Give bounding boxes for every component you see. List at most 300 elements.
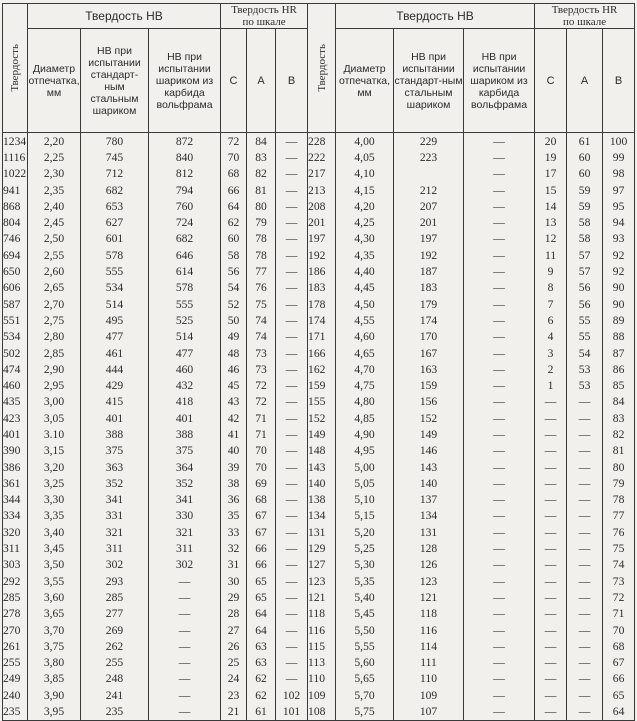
hr-b-cell-left: — [276,622,308,638]
hr-c-cell-left: 50 [221,312,247,328]
hr-a-cell-left: 66 [247,557,276,573]
scale-c-header-right: C [535,29,567,133]
hr-a-cell-left: 79 [247,214,276,230]
hb-steel-cell-right: 128 [394,540,464,556]
diameter-cell-right: 5,55 [336,638,394,654]
diameter-cell-left: 2,25 [28,149,81,165]
hr-c-cell-right: — [535,508,567,524]
hr-a-cell-left: 66 [247,540,276,556]
hb-carbide-cell-left: 388 [149,426,221,442]
hr-c-cell-left: 62 [221,214,247,230]
hardness-cell-right: 208 [308,198,336,214]
hr-b-cell-left: — [276,606,308,622]
hb-steel-cell-right: 212 [394,182,464,198]
hardness-cell-left: 303 [3,557,28,573]
hr-a-cell-left: 73 [247,345,276,361]
hr-a-cell-left: 81 [247,182,276,198]
hb-steel-cell-left: 495 [81,312,149,328]
hr-c-cell-right: — [535,492,567,508]
hr-a-cell-left: 72 [247,394,276,410]
hb-carbide-cell-right: — [464,638,535,654]
hardness-cell-left: 401 [3,426,28,442]
hb-carbide-cell-right: — [464,166,535,182]
hb-steel-cell-left: 578 [81,247,149,263]
hr-c-cell-right: — [535,426,567,442]
hr-a-cell-left: 70 [247,443,276,459]
hb-carbide-cell-right: — [464,247,535,263]
table-row [3,280,635,296]
diameter-cell-right: 4,10 [336,166,394,182]
hr-c-cell-right: — [535,655,567,671]
diameter-cell-left: 2,90 [28,361,81,377]
hb-carbide-cell-right: — [464,133,535,150]
hardness-cell-left: 1234 [3,133,28,150]
hb-steel-cell-right: 223 [394,149,464,165]
hardness-cell-right: 113 [308,655,336,671]
hr-a-cell-right: 57 [567,263,603,279]
diameter-cell-left: 2,35 [28,182,81,198]
hb-steel-header-right: HB при испытании стандарт-ным стальным шариком [394,29,464,133]
hr-a-cell-left: 71 [247,426,276,442]
hr-a-cell-right: 60 [567,149,603,165]
hb-carbide-cell-left: — [149,589,221,605]
hr-c-cell-right: — [535,622,567,638]
hb-carbide-cell-left: — [149,687,221,703]
hr-b-cell-right: 73 [603,573,635,589]
hr-b-cell-left: — [276,557,308,573]
hb-carbide-header-right: HB при испытании шариком из карбида вольфрама [464,29,535,133]
hr-a-cell-left: 69 [247,475,276,491]
hr-b-cell-left: — [276,394,308,410]
hardness-cell-left: 941 [3,182,28,198]
hb-steel-cell-left: 255 [81,655,149,671]
hr-b-cell-left: — [276,296,308,312]
hardness-cell-left: 435 [3,394,28,410]
table-body [3,133,635,721]
hardness-cell-right: 138 [308,492,336,508]
hb-carbide-cell-right: — [464,198,535,214]
hb-carbide-cell-right: — [464,443,535,459]
hr-c-cell-right: 19 [535,149,567,165]
hr-a-cell-left: 73 [247,361,276,377]
hr-b-cell-left: — [276,508,308,524]
table-row [3,703,635,720]
hr-b-cell-right: 97 [603,182,635,198]
hr-a-cell-right: 54 [567,345,603,361]
hb-steel-cell-right: 137 [394,492,464,508]
hardness-cell-left: 694 [3,247,28,263]
hr-b-cell-right: 94 [603,214,635,230]
table-row [3,671,635,687]
hr-a-cell-right: 58 [567,231,603,247]
hb-steel-cell-right: 118 [394,606,464,622]
hardness-cell-right: 174 [308,312,336,328]
hr-b-cell-right: 89 [603,312,635,328]
hr-c-cell-right: — [535,687,567,703]
hr-a-cell-left: 61 [247,703,276,720]
diameter-cell-right: 5,50 [336,622,394,638]
hr-c-cell-left: 25 [221,655,247,671]
table-row [3,345,635,361]
hr-c-cell-left: 35 [221,508,247,524]
hb-carbide-cell-right: — [464,214,535,230]
hb-carbide-cell-right: — [464,655,535,671]
hb-carbide-cell-left: 432 [149,377,221,393]
hr-c-cell-left: 40 [221,443,247,459]
hb-carbide-cell-left: 646 [149,247,221,263]
hr-b-cell-right: 92 [603,263,635,279]
hr-a-cell-right: — [567,573,603,589]
hb-carbide-cell-right: — [464,475,535,491]
hr-a-cell-left: 74 [247,312,276,328]
hr-c-cell-right: 8 [535,280,567,296]
diameter-cell-right: 4,30 [336,231,394,247]
hardness-cell-right: 197 [308,231,336,247]
hr-c-cell-right: 13 [535,214,567,230]
table-row [3,475,635,491]
table-row [3,622,635,638]
hr-a-cell-left: 74 [247,329,276,345]
hardness-cell-left: 235 [3,703,28,720]
hb-steel-cell-right: 121 [394,589,464,605]
hr-b-cell-left: — [276,492,308,508]
hr-c-cell-right: 6 [535,312,567,328]
hr-c-cell-right: 2 [535,361,567,377]
hr-a-cell-right: 55 [567,329,603,345]
hr-a-cell-left: 62 [247,687,276,703]
hr-a-cell-right: 57 [567,247,603,263]
hb-carbide-cell-right: — [464,263,535,279]
hr-b-cell-right: 80 [603,459,635,475]
hr-a-cell-right: 56 [567,280,603,296]
hb-steel-cell-right: 110 [394,671,464,687]
diameter-cell-left: 2,80 [28,329,81,345]
hr-c-cell-left: 68 [221,166,247,182]
diameter-cell-right: 5,35 [336,573,394,589]
table-row [3,606,635,622]
table-row [3,198,635,214]
hr-b-cell-left: — [276,247,308,263]
hr-c-cell-right: — [535,394,567,410]
hb-group-header-right: Твердость HB [336,4,535,29]
diameter-cell-right: 5,25 [336,540,394,556]
diameter-cell-left: 2,60 [28,263,81,279]
hardness-cell-right: 108 [308,703,336,720]
diameter-cell-right: 5,15 [336,508,394,524]
diameter-cell-left: 2,70 [28,296,81,312]
hb-steel-cell-right: 111 [394,655,464,671]
hb-carbide-cell-right: — [464,492,535,508]
hr-b-cell-left: — [276,231,308,247]
hr-a-cell-right: 60 [567,166,603,182]
hardness-cell-left: 240 [3,687,28,703]
hb-steel-cell-left: 388 [81,426,149,442]
hr-b-cell-left: — [276,198,308,214]
hr-a-cell-left: 83 [247,149,276,165]
hr-b-cell-right: 81 [603,443,635,459]
diameter-cell-left: 3.10 [28,426,81,442]
diameter-cell-left: 2,30 [28,166,81,182]
hr-a-cell-right: — [567,410,603,426]
hb-steel-cell-right: 170 [394,329,464,345]
hb-steel-cell-right: 197 [394,231,464,247]
hb-steel-cell-left: 780 [81,133,149,150]
hb-steel-cell-right: 201 [394,214,464,230]
hb-carbide-cell-left: 341 [149,492,221,508]
diameter-cell-right: 4,75 [336,377,394,393]
hardness-cell-left: 551 [3,312,28,328]
hb-carbide-cell-left: 364 [149,459,221,475]
hr-b-cell-left: — [276,312,308,328]
hb-steel-cell-right: 179 [394,296,464,312]
hb-steel-cell-right: 114 [394,638,464,654]
hr-b-cell-left: — [276,280,308,296]
hb-steel-cell-left: 269 [81,622,149,638]
diameter-cell-right: 4,40 [336,263,394,279]
hr-b-cell-right: 95 [603,198,635,214]
hardness-cell-left: 334 [3,508,28,524]
hb-carbide-cell-left: 321 [149,524,221,540]
diameter-cell-left: 3,70 [28,622,81,638]
hardness-cell-left: 746 [3,231,28,247]
hb-steel-cell-right: 123 [394,573,464,589]
hb-steel-cell-left: 401 [81,410,149,426]
hr-a-cell-right: — [567,443,603,459]
hb-carbide-cell-right: — [464,280,535,296]
hardness-cell-right: 109 [308,687,336,703]
hb-steel-cell-right: 143 [394,459,464,475]
hb-carbide-cell-left: 724 [149,214,221,230]
hr-c-cell-left: 64 [221,198,247,214]
hr-c-cell-left: 28 [221,606,247,622]
hardness-cell-right: 123 [308,573,336,589]
hr-c-cell-left: 39 [221,459,247,475]
hardness-cell-right: 183 [308,280,336,296]
hb-carbide-cell-right: — [464,573,535,589]
hardness-cell-left: 460 [3,377,28,393]
hr-a-cell-left: 70 [247,459,276,475]
table-row [3,426,635,442]
diameter-cell-right: 4,50 [336,296,394,312]
diameter-cell-left: 3,25 [28,475,81,491]
hr-c-cell-right: 15 [535,182,567,198]
hr-c-cell-right: 14 [535,198,567,214]
hardness-cell-left: 278 [3,606,28,622]
hr-c-cell-right: — [535,606,567,622]
hr-c-cell-right: 3 [535,345,567,361]
hardness-cell-left: 311 [3,540,28,556]
table-row [3,263,635,279]
table-row [3,573,635,589]
hb-steel-cell-left: 235 [81,703,149,720]
hb-steel-cell-left: 285 [81,589,149,605]
hardness-cell-right: 213 [308,182,336,198]
hb-steel-cell-left: 302 [81,557,149,573]
hb-steel-cell-right: 131 [394,524,464,540]
scale-a-header-right: A [567,29,603,133]
diameter-cell-right: 5,10 [336,492,394,508]
hr-c-cell-right: — [535,703,567,720]
hr-c-cell-right: 11 [535,247,567,263]
table-row [3,557,635,573]
hb-steel-cell-left: 293 [81,573,149,589]
hr-b-cell-right: 76 [603,524,635,540]
hr-a-cell-left: 82 [247,166,276,182]
hr-b-cell-right: 86 [603,361,635,377]
table-row [3,655,635,671]
table-row [3,687,635,703]
hardness-cell-left: 320 [3,524,28,540]
hr-c-cell-left: 56 [221,263,247,279]
hardness-cell-right: 162 [308,361,336,377]
diameter-cell-left: 3,85 [28,671,81,687]
hr-a-cell-left: 80 [247,198,276,214]
hr-a-cell-right: 56 [567,296,603,312]
hb-steel-cell-right: 163 [394,361,464,377]
hr-c-cell-left: 31 [221,557,247,573]
hb-steel-cell-left: 745 [81,149,149,165]
hardness-cell-right: 178 [308,296,336,312]
hr-c-cell-left: 32 [221,540,247,556]
hb-steel-cell-right: 156 [394,394,464,410]
hb-carbide-cell-left: 311 [149,540,221,556]
diameter-cell-left: 2,65 [28,280,81,296]
hr-a-cell-right: — [567,459,603,475]
hr-a-cell-left: 67 [247,524,276,540]
hr-a-cell-left: 72 [247,377,276,393]
hr-a-cell-right: — [567,508,603,524]
hr-b-cell-right: 85 [603,377,635,393]
hr-a-cell-right: — [567,557,603,573]
hb-steel-cell-left: 375 [81,443,149,459]
hb-carbide-cell-left: 794 [149,182,221,198]
table-row [3,133,635,150]
table-row [3,492,635,508]
hb-carbide-cell-left: 401 [149,410,221,426]
diameter-cell-left: 3,20 [28,459,81,475]
hb-carbide-cell-right: — [464,410,535,426]
hardness-cell-right: 118 [308,606,336,622]
diameter-cell-right: 5,05 [336,475,394,491]
hr-c-cell-right: — [535,410,567,426]
table-row [3,508,635,524]
hr-b-cell-left: — [276,573,308,589]
hb-steel-cell-left: 601 [81,231,149,247]
hb-steel-cell-left: 627 [81,214,149,230]
diameter-cell-left: 3,80 [28,655,81,671]
hr-a-cell-right: — [567,655,603,671]
hb-carbide-cell-left: 477 [149,345,221,361]
diameter-cell-left: 2,75 [28,312,81,328]
diameter-cell-left: 2,20 [28,133,81,150]
hr-a-cell-right: — [567,475,603,491]
hr-c-cell-left: 26 [221,638,247,654]
hardness-cell-right: 155 [308,394,336,410]
hb-steel-cell-left: 415 [81,394,149,410]
hb-steel-cell-left: 241 [81,687,149,703]
diameter-cell-left: 2,40 [28,198,81,214]
hardness-cell-right: 149 [308,426,336,442]
diameter-cell-right: 5,45 [336,606,394,622]
hb-steel-cell-left: 363 [81,459,149,475]
hr-c-cell-left: 24 [221,671,247,687]
table-row [3,377,635,393]
hr-a-cell-right: — [567,606,603,622]
hb-carbide-cell-right: — [464,345,535,361]
table-row [3,459,635,475]
hb-steel-cell-left: 429 [81,377,149,393]
hb-carbide-cell-right: — [464,426,535,442]
hr-b-cell-right: 65 [603,687,635,703]
hr-b-cell-right: 98 [603,166,635,182]
hr-c-cell-left: 33 [221,524,247,540]
diameter-header-left: Диаметр отпечатка, мм [28,29,81,133]
hr-a-cell-left: 78 [247,247,276,263]
table-row [3,361,635,377]
hr-b-cell-right: 74 [603,557,635,573]
hr-a-cell-left: 65 [247,573,276,589]
hb-carbide-cell-right: — [464,149,535,165]
hr-c-cell-right: 7 [535,296,567,312]
hr-b-cell-right: 83 [603,410,635,426]
hb-steel-cell-right: 174 [394,312,464,328]
hr-b-cell-left: 101 [276,703,308,720]
hb-steel-cell-left: 477 [81,329,149,345]
hardness-cell-right: 186 [308,263,336,279]
hr-b-cell-left: — [276,540,308,556]
hr-b-cell-right: 100 [603,133,635,150]
hardness-cell-right: 116 [308,622,336,638]
scale-b-header-left: B [276,29,308,133]
hb-steel-cell-right: 134 [394,508,464,524]
hb-steel-header-left: HB при испытании стандарт-ным стальным шариком [81,29,149,133]
hb-carbide-cell-left: 614 [149,263,221,279]
diameter-cell-left: 3,45 [28,540,81,556]
hr-b-cell-right: 90 [603,280,635,296]
hardness-cell-left: 261 [3,638,28,654]
hr-c-cell-left: 45 [221,377,247,393]
scale-a-header-left: A [247,29,276,133]
hb-carbide-cell-left: 418 [149,394,221,410]
hb-steel-cell-left: 341 [81,492,149,508]
hr-b-cell-left: 102 [276,687,308,703]
diameter-cell-right: 5,40 [336,589,394,605]
table-row [3,312,635,328]
hb-steel-cell-right: 152 [394,410,464,426]
hb-steel-cell-right: 192 [394,247,464,263]
hr-c-cell-right: — [535,638,567,654]
hb-steel-cell-left: 712 [81,166,149,182]
hr-a-cell-left: 63 [247,655,276,671]
hb-carbide-cell-right: — [464,622,535,638]
diameter-cell-right: 4,45 [336,280,394,296]
hardness-cell-right: 159 [308,377,336,393]
hb-carbide-cell-left: — [149,655,221,671]
hb-steel-cell-left: 352 [81,475,149,491]
hr-a-cell-right: — [567,540,603,556]
diameter-cell-right: 5,70 [336,687,394,703]
hb-steel-cell-left: 277 [81,606,149,622]
hr-c-cell-left: 43 [221,394,247,410]
table-row [3,149,635,165]
diameter-cell-right: 5,65 [336,671,394,687]
hr-a-cell-right: 59 [567,182,603,198]
hb-group-header-left: Твердость HB [28,4,221,29]
diameter-cell-right: 4,95 [336,443,394,459]
hardness-cell-right: 121 [308,589,336,605]
hardness-cell-right: 134 [308,508,336,524]
hr-b-cell-right: 90 [603,296,635,312]
